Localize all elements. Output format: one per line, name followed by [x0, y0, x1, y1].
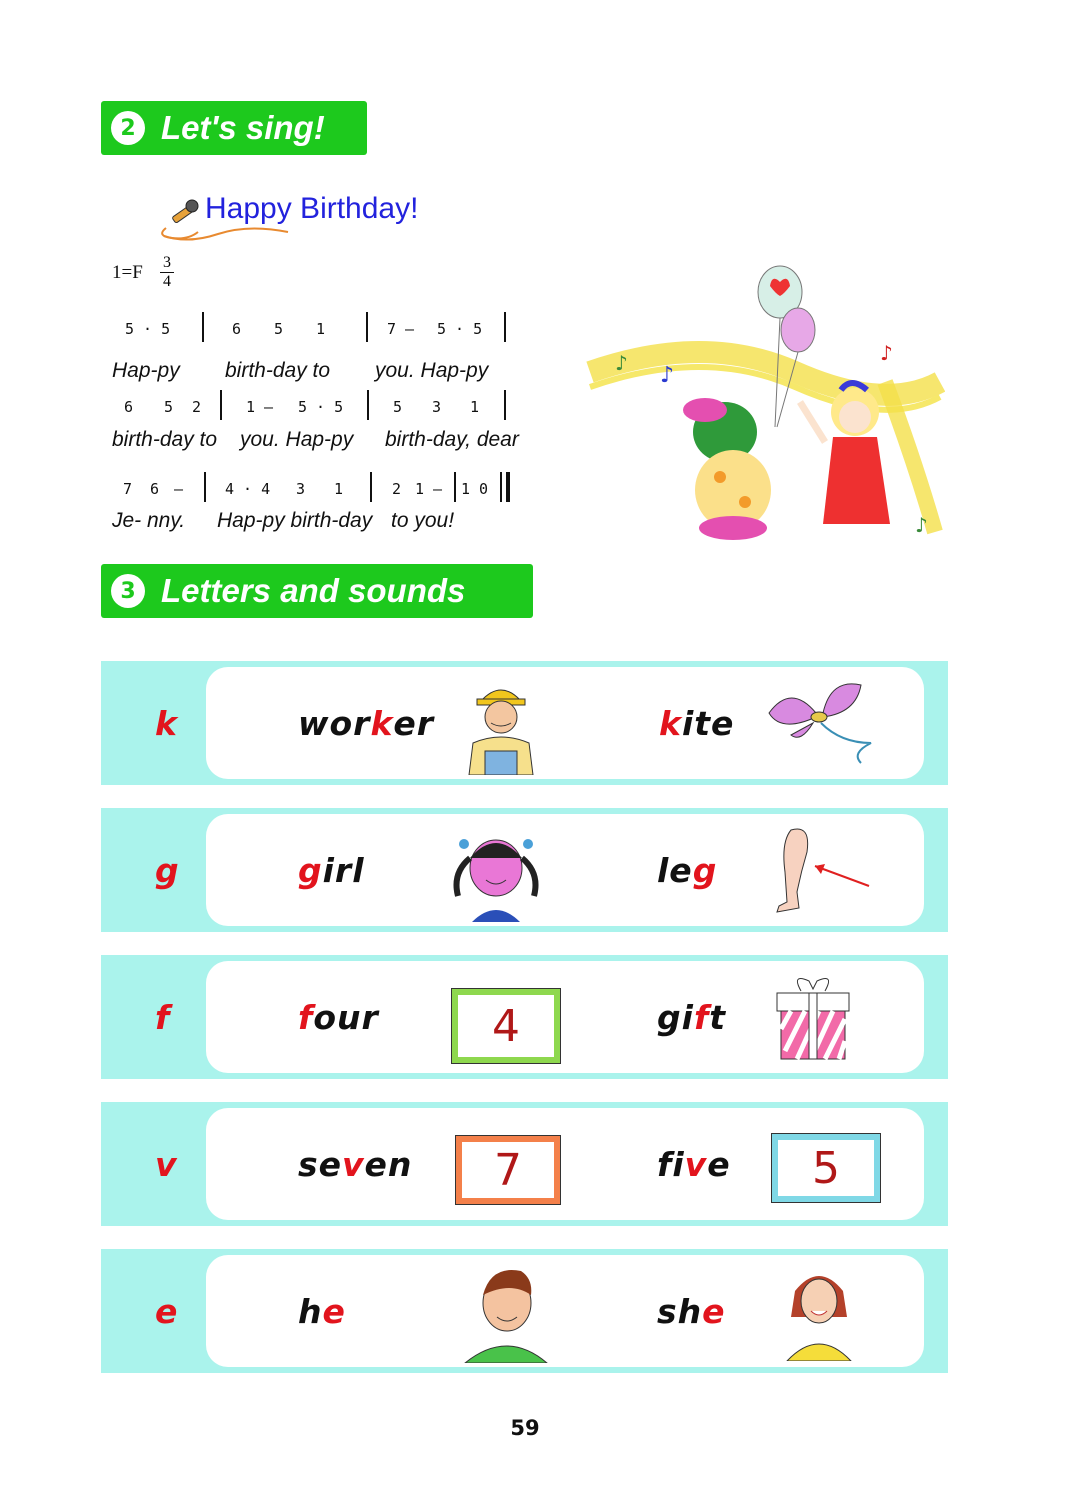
boy-icon [461, 1259, 551, 1363]
row-letter: f [155, 997, 170, 1037]
note: 3 [432, 398, 442, 416]
svg-text:♪: ♪ [880, 341, 893, 365]
bar-line [366, 312, 368, 342]
lyric: to you! [391, 509, 455, 532]
notation-line-1 [112, 320, 522, 356]
number-card-icon: 7 [456, 1136, 560, 1204]
word-part: h [298, 1291, 323, 1331]
word-part: sh [657, 1291, 703, 1331]
lyric: birth-day to [112, 428, 218, 451]
lyric: birth-day to [225, 359, 331, 382]
note: 7 – [387, 320, 415, 338]
letter-row-g [101, 808, 948, 932]
note: – [174, 480, 184, 498]
note: 5 [164, 398, 174, 416]
svg-text:♪: ♪ [915, 513, 928, 537]
time-signature [160, 254, 174, 291]
time-top: 3 [163, 254, 171, 271]
row-letter: g [155, 850, 179, 890]
word-1 [298, 667, 434, 779]
note: 6 [232, 320, 242, 338]
word-2 [657, 814, 717, 926]
note: 2 [392, 480, 402, 498]
final-bar-line [506, 472, 510, 502]
highlight-letter: e [702, 1291, 726, 1331]
bar-line [370, 472, 372, 502]
note: 1 – [415, 480, 443, 498]
word-1 [298, 814, 365, 926]
word-card [206, 667, 924, 779]
word-part: t [709, 997, 727, 1037]
song-key: 1=F [112, 262, 143, 283]
word-2 [659, 667, 734, 779]
leg-icon [771, 822, 871, 918]
svg-text:♪: ♪ [615, 351, 628, 375]
word-part: fi [657, 1144, 685, 1184]
lyric: Hap-py [112, 359, 180, 382]
note: 2 [192, 398, 202, 416]
bar-line [504, 390, 506, 420]
word-2 [657, 961, 726, 1073]
letter-row-k [101, 661, 948, 785]
word-card [206, 1108, 924, 1220]
word-part: irl [322, 850, 365, 890]
word-part: wor [298, 703, 371, 743]
highlight-letter: f [298, 997, 314, 1037]
song-title: Happy Birthday! [205, 192, 419, 225]
word-part: ite [681, 703, 735, 743]
word-part: er [393, 703, 435, 743]
letter-row-f [101, 955, 948, 1079]
page-number: 59 [510, 1416, 540, 1440]
section-header-sing [101, 101, 367, 155]
word-2 [657, 1108, 731, 1220]
lyric: Hap-py birth-day [217, 509, 373, 532]
lyric: you. Hap-py [240, 428, 354, 451]
word-2 [657, 1255, 726, 1367]
note: 1 [334, 480, 344, 498]
note: 5 [274, 320, 284, 338]
section-number: 3 [111, 574, 145, 608]
note: 1 – [246, 398, 274, 416]
highlight-letter: e [322, 1291, 346, 1331]
note: 5 · 5 [298, 398, 344, 416]
note: 3 [296, 480, 306, 498]
row-letter: e [155, 1291, 178, 1331]
section-header-letters [101, 564, 533, 618]
note: 5 · 5 [437, 320, 483, 338]
bar-line [204, 472, 206, 502]
worker-icon [461, 671, 541, 775]
word-part: our [313, 997, 379, 1037]
row-letter: v [155, 1144, 177, 1184]
bar-line [500, 472, 502, 502]
word-1 [298, 1255, 346, 1367]
highlight-letter: f [693, 997, 710, 1037]
row-letter: k [155, 703, 177, 743]
bar-line [220, 390, 222, 420]
highlight-letter: k [370, 703, 394, 743]
highlight-letter: v [342, 1144, 365, 1184]
word-part: le [657, 850, 693, 890]
note: 1 [316, 320, 326, 338]
letter-row-v [101, 1102, 948, 1226]
time-bottom: 4 [163, 273, 171, 290]
word-part: gi [657, 997, 694, 1037]
bar-line [454, 472, 456, 502]
girl-icon [446, 818, 546, 922]
number-card-icon: 4 [452, 989, 560, 1063]
section-title: Letters and sounds [161, 572, 466, 609]
svg-text:♪: ♪ [660, 363, 675, 388]
note: 5 · 5 [125, 320, 171, 338]
word-card [206, 961, 924, 1073]
gift-icon [771, 969, 855, 1063]
note: 1 0 [461, 480, 489, 498]
word-1 [298, 1108, 412, 1220]
kite-icon [761, 673, 881, 769]
section-number: 2 [111, 111, 145, 145]
word-part: e [707, 1144, 731, 1184]
bar-line [367, 390, 369, 420]
lyric: Je- nny. [112, 509, 186, 532]
number-card-icon: 5 [772, 1134, 880, 1202]
section-title: Let's sing! [161, 109, 325, 146]
letter-row-e [101, 1249, 948, 1373]
note: 5 [393, 398, 403, 416]
word-1 [298, 961, 379, 1073]
note: 1 [470, 398, 480, 416]
note: 6 [150, 480, 160, 498]
word-part: se [298, 1144, 343, 1184]
bar-line [202, 312, 204, 342]
bar-line [504, 312, 506, 342]
word-card [206, 1255, 924, 1367]
girl-smiling-icon [781, 1261, 857, 1361]
note: 7 [123, 480, 133, 498]
highlight-letter: k [659, 703, 682, 743]
lyric: you. Hap-py [375, 359, 489, 382]
highlight-letter: g [692, 850, 718, 890]
word-part: en [364, 1144, 413, 1184]
note: 4 · 4 [225, 480, 271, 498]
word-card [206, 814, 924, 926]
note: 6 [124, 398, 134, 416]
highlight-letter: g [298, 850, 323, 890]
highlight-letter: v [684, 1144, 708, 1184]
birthday-illustration [585, 262, 945, 547]
lyric: birth-day, dear [385, 428, 519, 451]
